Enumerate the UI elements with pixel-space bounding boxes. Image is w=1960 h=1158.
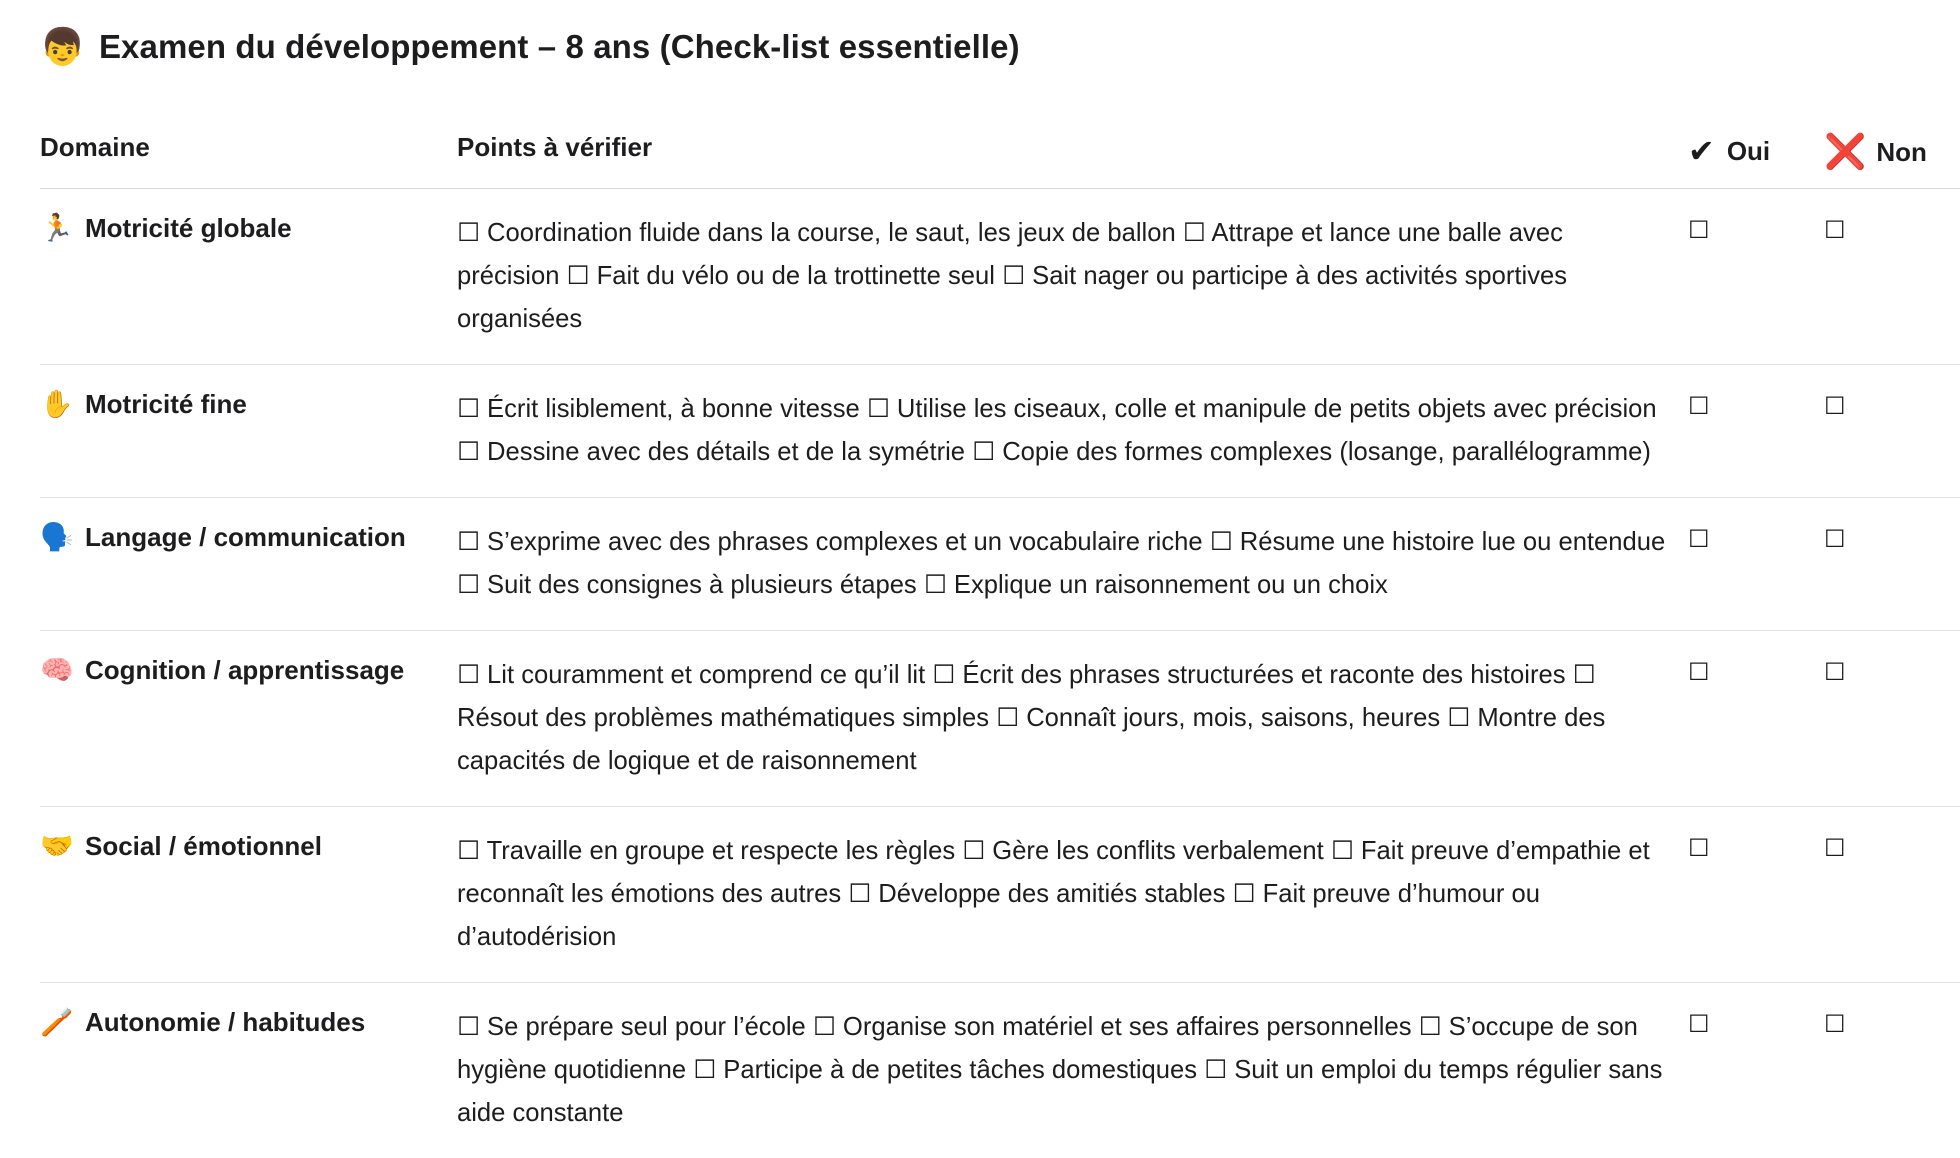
page-title <box>40 22 1020 72</box>
oui-checkbox[interactable]: ☐ <box>1688 393 1710 420</box>
oui-checkbox[interactable]: ☐ <box>1688 1011 1710 1038</box>
column-header-domain: Domaine <box>40 132 150 162</box>
non-checkbox[interactable]: ☐ <box>1824 526 1846 553</box>
domain-cell <box>40 1007 365 1038</box>
domain-label: Social / émotionnel <box>85 831 322 861</box>
oui-checkbox[interactable]: ☐ <box>1688 526 1710 553</box>
table-header <box>40 118 1960 189</box>
points-cell: ☐ Écrit lisiblement, à bonne vitesse ☐ Utilise les ciseaux, colle et manipule de petits objets avec précision ☐ Dessine avec des détails et de la symétrie ☐ Copie des formes complexes (losange, parallélogramme) <box>457 395 1657 466</box>
points-cell: ☐ S’exprime avec des phrases complexes et un vocabulaire riche ☐ Résume une histoire lue ou entendue ☐ Suit des consignes à plusieurs étapes ☐ Explique un raisonnement ou un choix <box>457 528 1666 599</box>
oui-checkbox[interactable]: ☐ <box>1688 835 1710 862</box>
non-checkbox[interactable]: ☐ <box>1824 835 1846 862</box>
domain-label: Motricité fine <box>85 389 247 419</box>
domain-label: Cognition / apprentissage <box>85 655 405 685</box>
points-cell: ☐ Lit couramment et comprend ce qu’il lit ☐ Écrit des phrases structurées et raconte des histoires ☐ Résout des problèmes mathématiques simples ☐ Connaît jours, mois, saisons, heures ☐ Montre des capacités de logique et de raisonnement <box>457 661 1606 775</box>
non-checkbox[interactable]: ☐ <box>1824 1011 1846 1038</box>
running-person-icon: 🏃 <box>40 213 74 243</box>
non-checkbox[interactable]: ☐ <box>1824 659 1846 686</box>
handshake-icon: 🤝 <box>40 831 74 861</box>
table-row <box>40 189 1960 365</box>
domain-cell <box>40 831 322 862</box>
checklist-table <box>40 118 1960 1158</box>
domain-label: Motricité globale <box>85 213 292 243</box>
brain-icon: 🧠 <box>40 655 74 685</box>
table-row <box>40 365 1960 498</box>
domain-label: Langage / communication <box>85 522 406 552</box>
column-header-non-label: Non <box>1876 136 1927 167</box>
table-row <box>40 631 1960 807</box>
points-cell: ☐ Se prépare seul pour l’école ☐ Organise son matériel et ses affaires personnelles ☐ S’occupe de son hygiène quotidienne ☐ Participe à de petites tâches domestiques ☐ Suit un emploi du temps régulier sans aide constante <box>457 1013 1663 1127</box>
child-icon: 👦 <box>40 26 85 67</box>
page-title-text: Examen du développement – 8 ans (Check-list essentielle) <box>98 28 1020 65</box>
table-row <box>40 498 1960 631</box>
toothbrush-icon: 🪥 <box>40 1007 74 1037</box>
column-header-oui <box>1688 132 1770 170</box>
column-header-points: Points à vérifier <box>457 132 653 162</box>
raised-hand-icon: ✋ <box>40 389 74 419</box>
oui-checkbox[interactable]: ☐ <box>1688 217 1710 244</box>
non-checkbox[interactable]: ☐ <box>1824 217 1846 244</box>
cross-mark-icon: ❌ <box>1824 133 1867 171</box>
speaking-head-icon: 🗣️ <box>40 522 74 552</box>
domain-cell <box>40 213 292 244</box>
non-checkbox[interactable]: ☐ <box>1824 393 1846 420</box>
domain-cell <box>40 522 406 553</box>
points-cell: ☐ Coordination fluide dans la course, le saut, les jeux de ballon ☐ Attrape et lance une balle avec précision ☐ Fait du vélo ou de la trottinette seul ☐ Sait nager ou participe à des activités sportives organisées <box>457 219 1568 333</box>
domain-cell <box>40 389 247 420</box>
checkmark-icon: ✔ <box>1688 133 1715 169</box>
oui-checkbox[interactable]: ☐ <box>1688 659 1710 686</box>
column-header-non <box>1824 132 1927 172</box>
table-row <box>40 983 1960 1158</box>
domain-label: Autonomie / habitudes <box>85 1007 366 1037</box>
points-cell: ☐ Travaille en groupe et respecte les règles ☐ Gère les conflits verbalement ☐ Fait preuve d’empathie et reconnaît les émotions des autres ☐ Développe des amitiés stables ☐ Fait preuve d’humour ou d’autodérision <box>457 837 1650 951</box>
column-header-oui-label: Oui <box>1726 135 1771 166</box>
table-row <box>40 807 1960 983</box>
domain-cell <box>40 655 404 686</box>
